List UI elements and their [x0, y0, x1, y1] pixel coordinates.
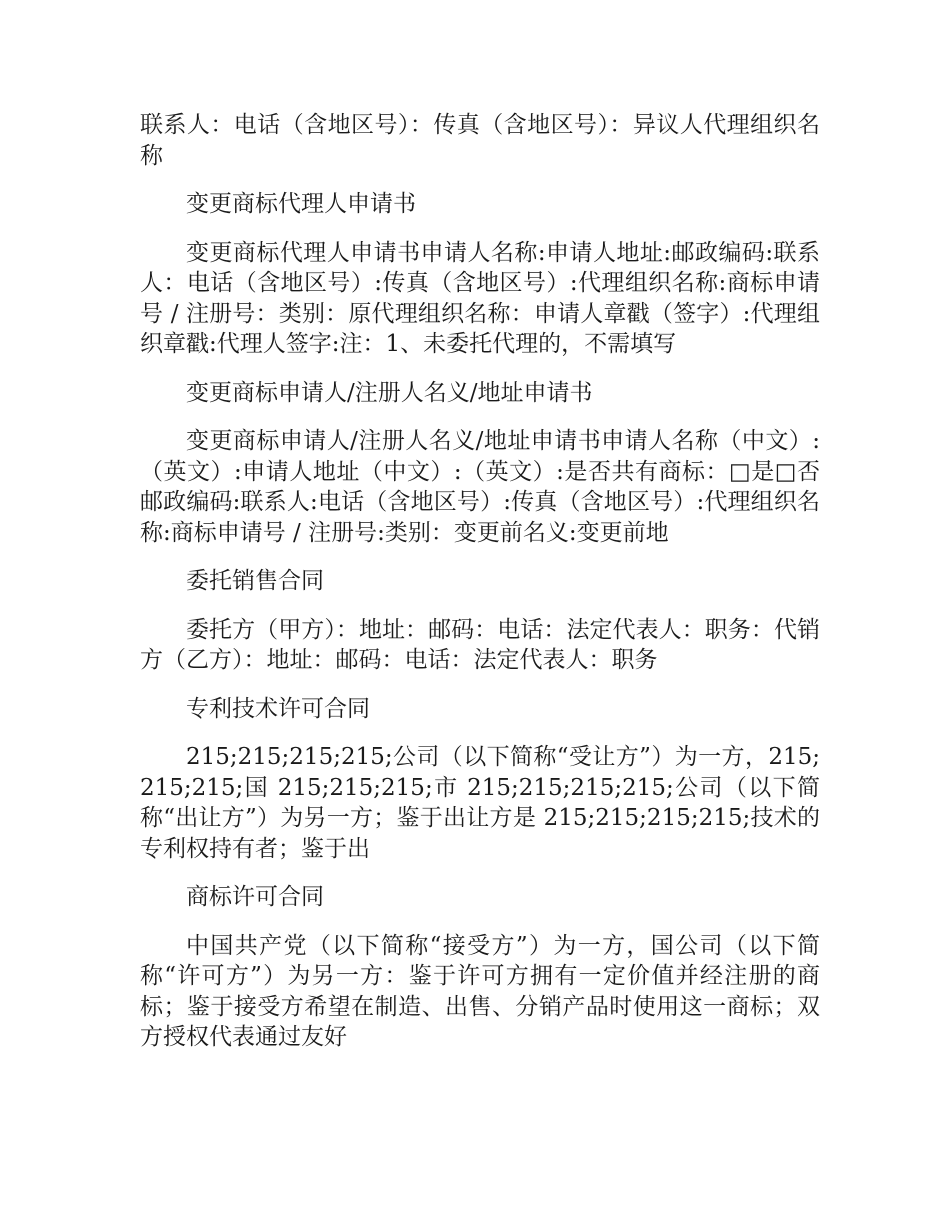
document-body — [140, 110, 820, 1071]
heading-consignment-contract: 委托销售合同 — [186, 568, 324, 594]
paragraph-change-applicant: 变更商标申请人/注册人名义/地址申请书申请人名称（中文）:（英文）:申请人地址（中文）:（英文）:是否共有商标：□是□否邮政编码:联系人:电话（含地区号）:传真（含地区号）:代理组织名称:商标申请号 / 注册号:类别：变更前名义:变更前地 — [140, 428, 820, 546]
heading-change-agent: 变更商标代理人申请书 — [186, 191, 416, 217]
heading-patent-license: 专利技术许可合同 — [186, 695, 370, 722]
paragraph-objection-contact: 联系人：电话（含地区号）：传真（含地区号）：异议人代理组织名称 — [140, 112, 820, 169]
paragraph-trademark-license: 中国共产党（以下简称“接受方”）为一方，国公司（以下简称“许可方”）为另一方：鉴于许可方拥有一定价值并经注册的商标；鉴于接受方希望在制造、出售、分销产品时使用这一商标；双方授权代表通过友好 — [140, 932, 820, 1050]
paragraph-change-agent: 变更商标代理人申请书申请人名称:申请人地址:邮政编码:联系人：电话（含地区号）:传真（含地区号）:代理组织名称:商标申请号 / 注册号：类别：原代理组织名称：申请人章戳（签字）:代理组织章戳:代理人签字:注：1、未委托代理的，不需填写 — [140, 239, 820, 357]
heading-change-applicant: 变更商标申请人/注册人名义/地址申请书 — [186, 379, 593, 406]
heading-trademark-license: 商标许可合同 — [186, 884, 324, 910]
paragraph-consignment-contract: 委托方（甲方）：地址：邮码：电话：法定代表人：职务：代销方（乙方）：地址：邮码：电话：法定代表人：职务 — [140, 616, 820, 673]
paragraph-patent-license: 215;215;215;215;公司（以下简称“受让方”）为一方，215;215;215;国 215;215;215;市 215;215;215;215;公司（以下简称“出让方”）为另一方；鉴于出让方是 215;215;215;215;技术的专利权持有者；鉴于出 — [140, 744, 820, 862]
